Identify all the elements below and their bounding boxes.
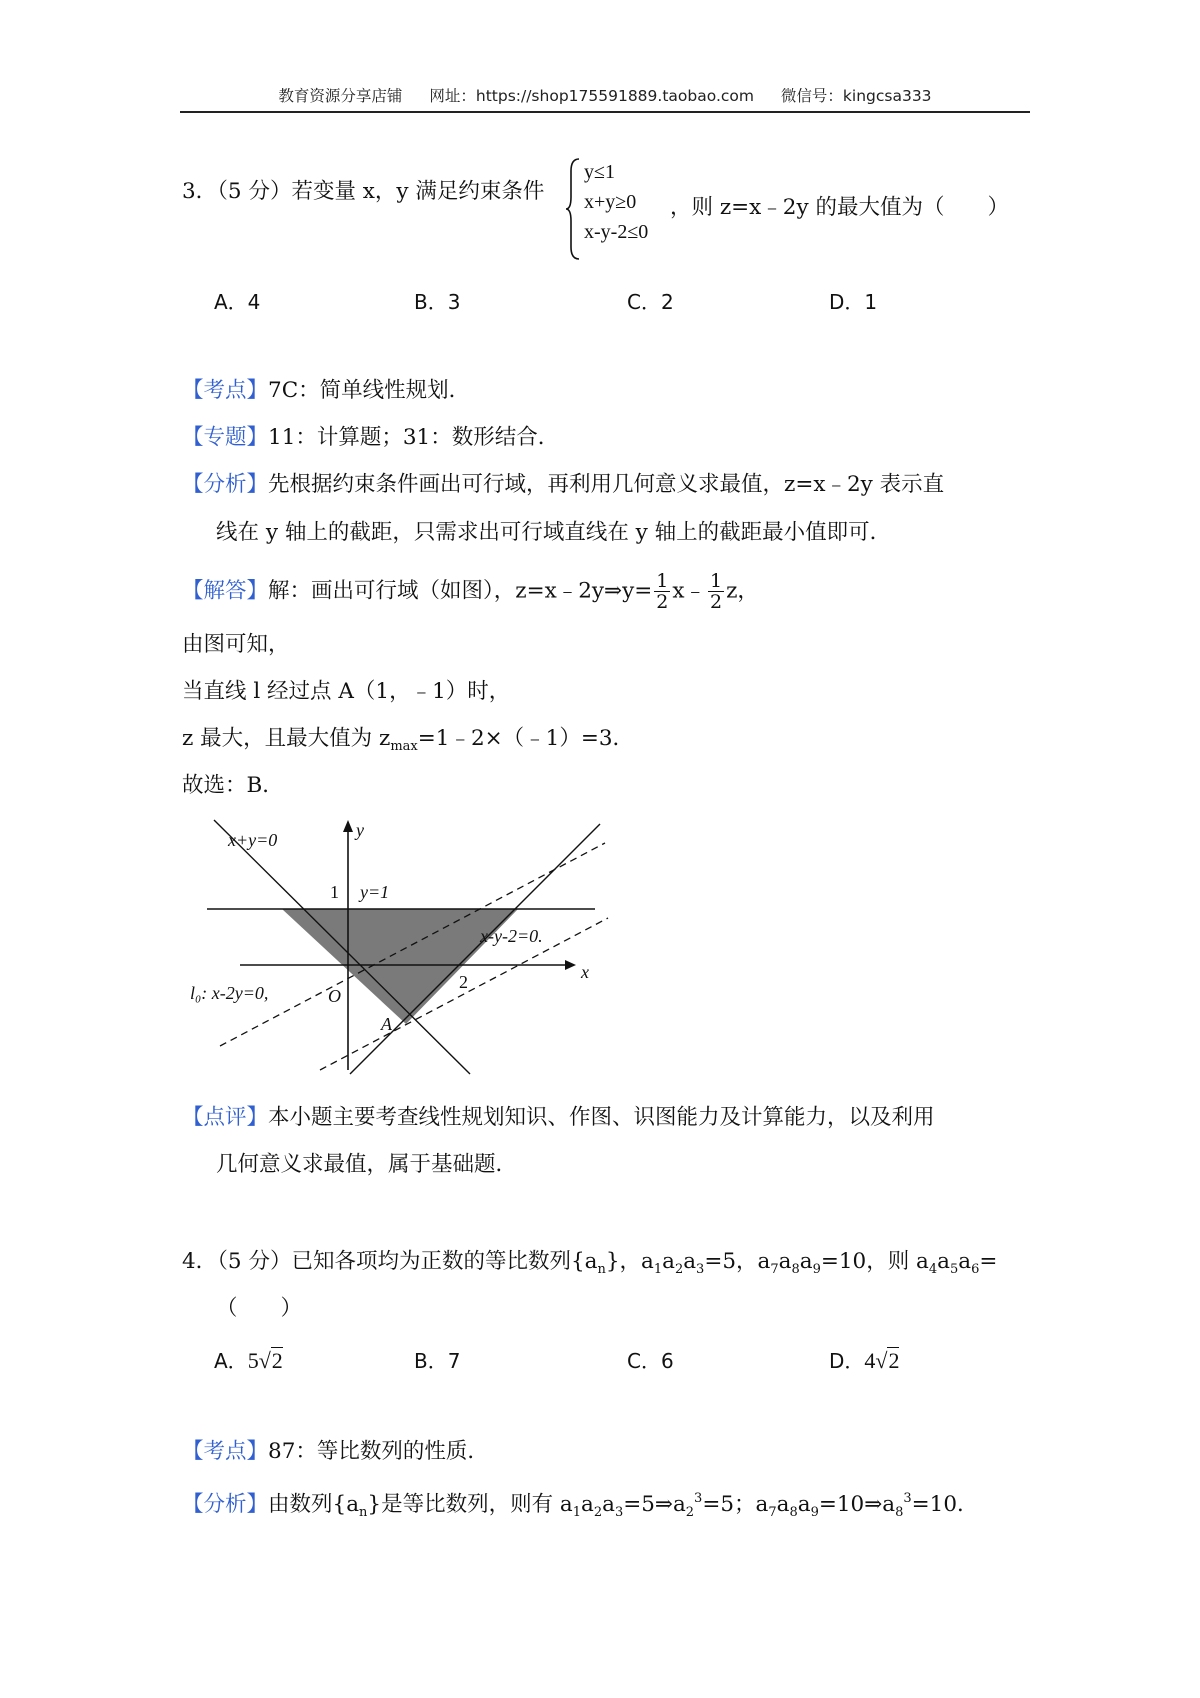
fenxi-tag: 【分析】	[182, 472, 269, 497]
q3-dianping	[182, 1103, 935, 1133]
q3-constraint-3: x-y-2≤0	[584, 221, 649, 243]
q3-stem-b: ，则 z=x﹣2y 的最大值为（ ）	[670, 195, 1009, 220]
q4-stem: 4．（5 分）已知各项均为正数的等比数列$\{a_n\}$，$a_1a_2a_3=5$，$a_7a_8a_9=10$，则 $a_4a_5a_6=$	[182, 1249, 998, 1277]
label-a: A	[381, 1014, 392, 1034]
q4-option-c: C．6	[627, 1349, 674, 1373]
q4-fenxi: 【分析】由数列$\{a_n\}$是等比数列，则有 $a_1a_2a_3=5\Rightarrow a_2^3=5$；$a_7a_8a_9=10\Rightarrow a_8^3=10$．	[182, 1491, 979, 1520]
label-one: 1	[330, 882, 339, 902]
kaodian-tag: 【考点】	[182, 378, 269, 403]
q3-stem-a: 3．（5 分）若变量 x，y 满足约束条件	[182, 179, 545, 204]
q4-option-a: A．5√2	[214, 1348, 283, 1373]
jieda-text-a: 解：画出可行域（如图），z=x﹣2y⇒y=	[268, 578, 653, 604]
page-header	[180, 84, 1030, 106]
label-x: x	[581, 962, 589, 982]
q3-option-d: D．1	[829, 290, 878, 314]
jieda-tag: 【解答】	[182, 578, 269, 604]
label-two: 2	[459, 972, 468, 992]
q3-jieda	[182, 571, 759, 612]
q3-line-4: 故选：B．	[182, 773, 284, 798]
q4-kaodian-tag: 【考点】	[182, 1439, 269, 1464]
q3-line-3: z 最大，且最大值为 $z_{max}=1﹣2\times(﹣1)=3$．	[182, 726, 635, 754]
q3-constraint-system	[584, 157, 648, 247]
q4-kaodian: 【考点】87：等比数列的性质．	[182, 1439, 489, 1464]
x-axis-arrow	[565, 960, 576, 970]
fenxi-text-1: 先根据约束条件画出可行域，再利用几何意义求最值，z=x﹣2y 表示直	[268, 472, 945, 497]
label-l0: l₀: x-2y=0,	[190, 983, 269, 1003]
header-wechat: 微信号：kingcsa333	[780, 87, 932, 105]
label-origin: O	[328, 986, 341, 1006]
jieda-text-c: z，	[726, 578, 759, 604]
q4-option-b: B．7	[414, 1349, 461, 1373]
q3-line-2: 当直线 l 经过点 A（1，﹣1）时，	[182, 679, 511, 704]
q3-kaodian	[182, 376, 470, 406]
y-axis-arrow	[343, 820, 353, 832]
label-y: y	[356, 820, 364, 840]
label-x-minus-y-minus-2: x-y-2=0.	[480, 926, 543, 946]
q3-option-b: B．3	[414, 290, 461, 314]
zhuanti-text: 11：计算题；31：数形结合．	[268, 425, 560, 450]
label-x-plus-y-eq-0: x+y=0	[228, 830, 278, 850]
q3-constraint-1: y≤1	[584, 161, 615, 183]
feasible-region-graph	[180, 818, 630, 1078]
sqrt-expression-a: 5√2	[247, 1348, 283, 1373]
q3-option-c: C．2	[627, 290, 674, 314]
jieda-text-b: x﹣	[672, 578, 706, 604]
dianping-text-1: 本小题主要考查线性规划知识、作图、识图能力及计算能力，以及利用	[268, 1105, 935, 1130]
fraction-half-2: $\frac{1}{2}$	[709, 570, 723, 613]
q3-brace	[565, 157, 583, 261]
sqrt-expression-d: 4√2	[864, 1348, 900, 1373]
q4-paren: （ ）	[216, 1296, 303, 1321]
q4-option-d: D．4√2	[829, 1348, 900, 1373]
kaodian-text: 7C：简单线性规划．	[268, 378, 471, 403]
q3-line-1: 由图可知，	[182, 632, 290, 657]
q3-constraint-2: x+y≥0	[584, 191, 637, 213]
header-site: 网址：https://shop175591889.taobao.com	[429, 87, 754, 105]
q3-zhuanti	[182, 423, 559, 453]
label-y-eq-1: y=1	[360, 882, 390, 902]
header-shop: 教育资源分享店铺	[278, 87, 403, 105]
q3-option-a: A．4	[214, 290, 261, 314]
zhuanti-tag: 【专题】	[182, 425, 269, 450]
q3-dianping-line2: 几何意义求最值，属于基础题．	[216, 1152, 518, 1177]
header-rule	[180, 111, 1030, 113]
q3-fenxi-line2: 线在 y 轴上的截距，只需求出可行域直线在 y 轴上的截距最小值即可．	[216, 520, 892, 545]
fraction-half-1: $\frac{1}{2}$	[656, 570, 669, 613]
dianping-tag: 【点评】	[182, 1105, 269, 1130]
q4-fenxi-tag: 【分析】	[182, 1492, 269, 1517]
q3-fenxi	[182, 470, 944, 500]
